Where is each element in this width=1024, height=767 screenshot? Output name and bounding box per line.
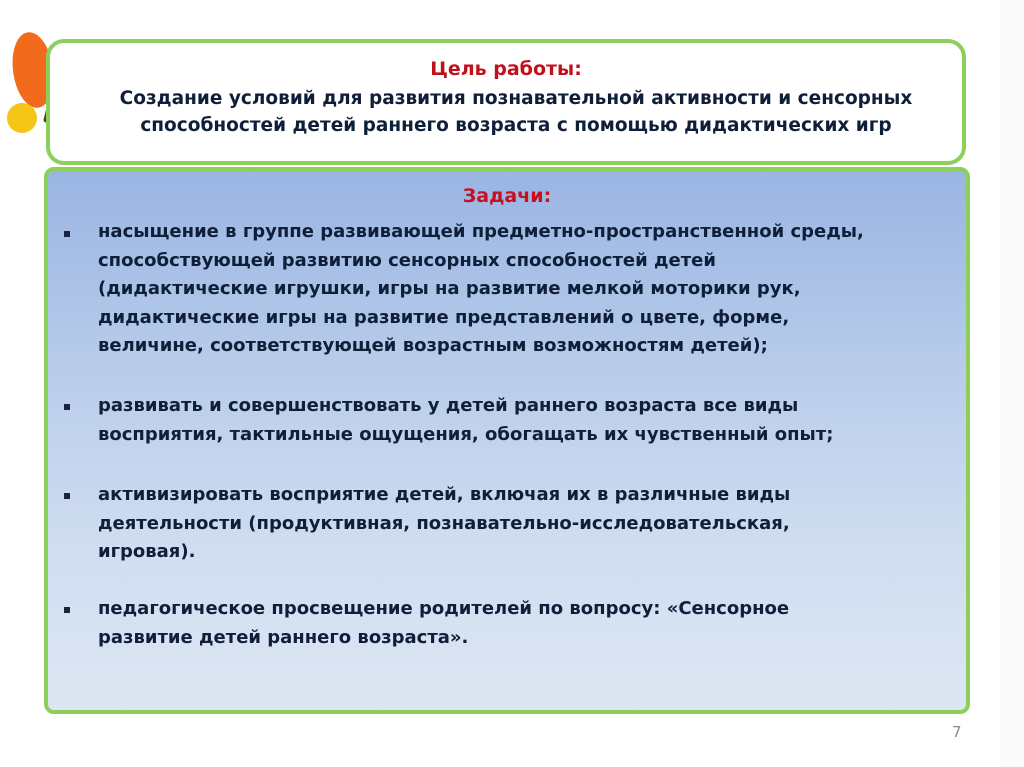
bullet-icon: [64, 607, 70, 613]
task-line: развитие детей раннего возраста».: [98, 626, 469, 648]
task-line: восприятия, тактильные ощущения, обогащать их чувственный опыт;: [98, 423, 834, 445]
goal-line: Создание условий для развития познавательной активности и сенсорных: [119, 88, 913, 109]
task-line: развивать и совершенствовать у детей раннего возраста все виды: [98, 395, 799, 416]
task-text: [98, 595, 938, 652]
task-text: [98, 392, 938, 449]
bullet-icon: [64, 231, 70, 237]
task-line: активизировать восприятие детей, включая их в различные виды: [98, 484, 791, 505]
goal-line: способностей детей раннего возраста с помощью дидактических игр: [140, 115, 892, 136]
task-line: дидактические игры на развитие представлений о цвете, форме,: [98, 306, 790, 328]
task-line: деятельности (продуктивная, познавательно-исследовательская,: [98, 512, 790, 534]
goal-text: [90, 85, 942, 139]
task-line: (дидактические игрушки, игры на развитие мелкой моторики рук,: [98, 278, 801, 299]
task-line: педагогическое просвещение родителей по вопросу: «Сенсорное: [98, 598, 790, 619]
slide-edge: [1000, 0, 1024, 767]
task-line: игровая).: [98, 541, 196, 562]
task-text: [98, 218, 938, 361]
tasks-title: Задачи:: [462, 185, 552, 207]
goal-title: Цель работы:: [430, 58, 582, 80]
bullet-icon: [64, 493, 70, 499]
task-line: величине, соответствующей возрастным возможностям детей);: [98, 335, 768, 356]
goal-box: [46, 39, 966, 165]
task-line: насыщение в группе развивающей предметно-пространственной среды,: [98, 221, 864, 242]
task-text: [98, 481, 938, 567]
page-number: 7: [952, 723, 962, 741]
bullet-icon: [64, 404, 70, 410]
tasks-box: [44, 167, 970, 714]
task-line: способствующей развитию сенсорных способностей детей: [98, 249, 716, 271]
